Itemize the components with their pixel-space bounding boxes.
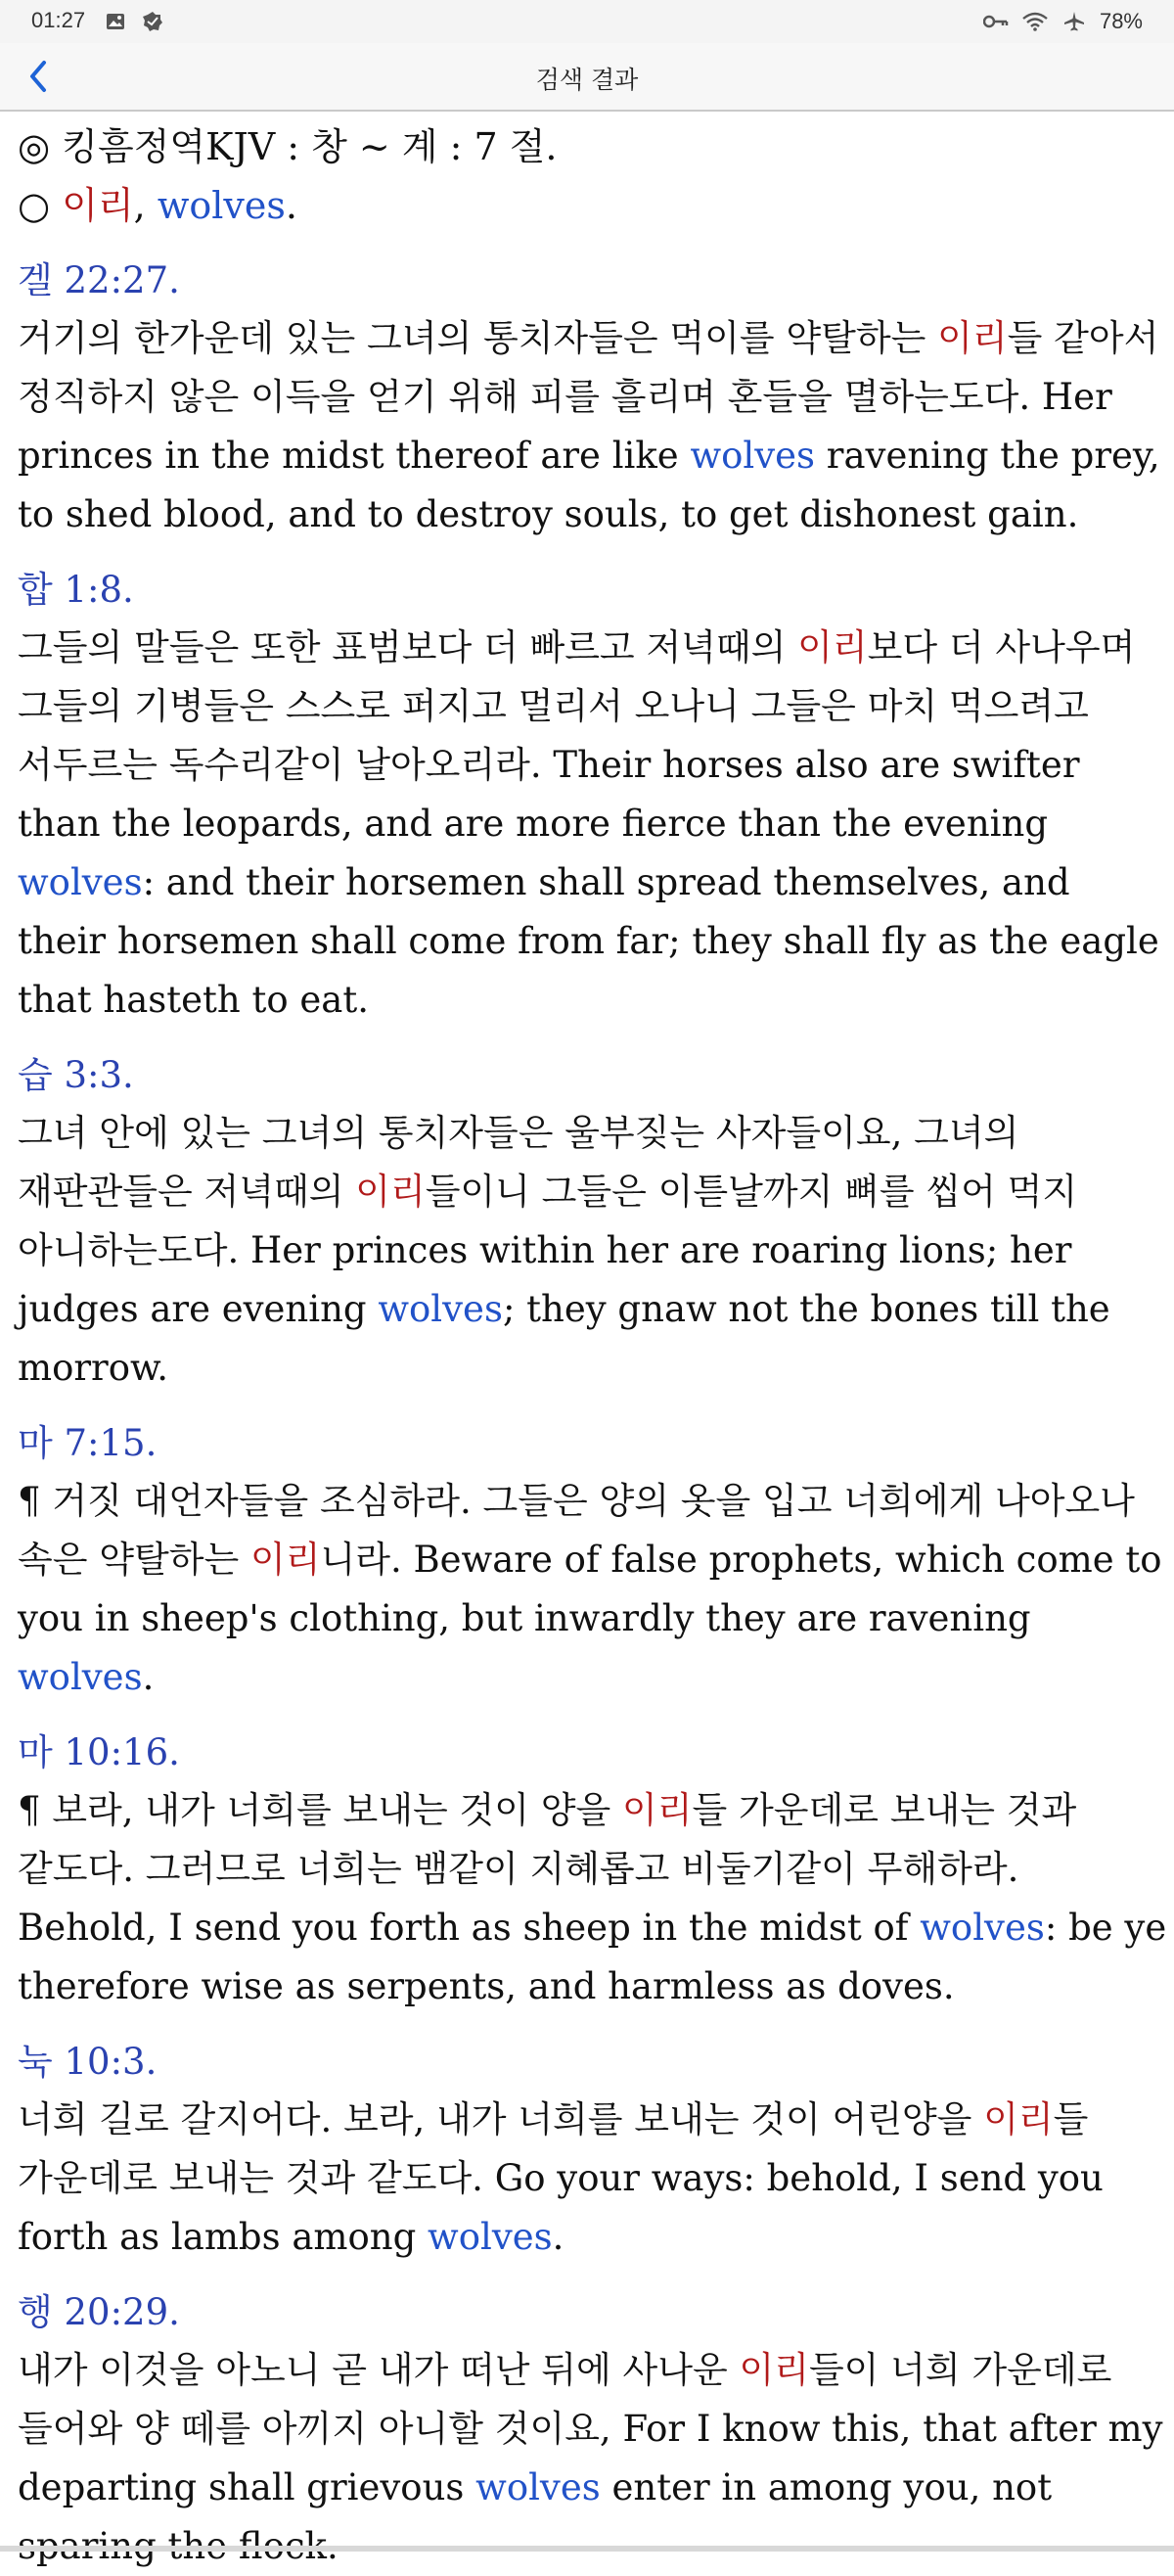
verse-reference-link[interactable]: 눅 10:3.	[18, 2041, 158, 2083]
search-terms-prefix: ○	[18, 184, 63, 227]
verse-text-segment: 너희 길로 갈지어다. 보라, 내가 너희를 보내는 것이 어린양을	[18, 2098, 984, 2140]
verse-reference-link[interactable]: 마 7:15.	[18, 1422, 158, 1464]
verse-reference-link[interactable]: 습 3:3.	[18, 1054, 134, 1096]
verse-text	[18, 1781, 1168, 2016]
verse-text-segment: ¶ 보라, 내가 너희를 보내는 것이 양을	[18, 1789, 623, 1831]
highlight-english: wolves	[18, 1656, 143, 1698]
search-scope-summary: ◎ 킹흠정역KJV : 창 ~ 계 : 7 절.	[18, 125, 558, 168]
verse-text-segment: 들이니 그들은 이튿날까지 뼈를 씹어 먹지 아니하는도다. Her princes within her are roaring lions; her judges are evening	[18, 1171, 1078, 1330]
highlight-english: wolves	[475, 2466, 601, 2508]
status-time: 01:27	[31, 8, 86, 32]
verse-text-segment: 보다 더 사나우며 그들의 기병들은 스스로 퍼지고 멀리서 오나니 그들은 마치 먹으려고 서두르는 독수리같이 날아오리라. Their horses also are swifter than the leopards, and are more fierce than the evening	[18, 626, 1136, 845]
battery-level: 78%	[1099, 9, 1143, 33]
search-terms-separator: ,	[133, 184, 158, 227]
verse-text-segment: 들 가운데로 보내는 것과 같도다. 그러므로 너희는 뱀같이 지혜롭고 비둘기같이 무해하라. Behold, I send you forth as sheep in the midst of	[18, 1789, 1077, 1949]
highlight-korean: 이리	[355, 1171, 426, 1213]
verse-text-segment: 니라. Beware of false prophets, which come to you in sheep's clothing, but inwardly they are ravening	[18, 1539, 1162, 1639]
status-left-icons	[102, 8, 166, 35]
highlight-korean: 이리	[249, 1539, 321, 1581]
verse-text	[18, 2341, 1168, 2576]
highlight-english: wolves	[18, 861, 143, 903]
highlight-english: wolves	[690, 435, 816, 477]
airplane-icon	[1061, 8, 1088, 35]
verse-text	[18, 309, 1168, 544]
highlight-english: wolves	[378, 1288, 503, 1330]
verse-text-segment: : and their horsemen shall spread themselves, and their horsemen shall come from far; they shall fly as the eagle that hasteth to eat.	[18, 861, 1159, 1021]
verse-text	[18, 2091, 1168, 2267]
verse-text-segment: ¶ 거짓 대언자들을 조심하라. 그들은 양의 옷을 입고 너희에게 나아오나 속은 약탈하는	[18, 1480, 1135, 1581]
gallery-icon	[102, 8, 129, 35]
search-terms-summary	[18, 176, 1168, 235]
verse-item[interactable]	[18, 2284, 1168, 2576]
verse-item[interactable]	[18, 2034, 1168, 2267]
verse-text	[18, 1472, 1168, 1707]
bottom-divider	[0, 2546, 1174, 2552]
verse-reference-link[interactable]: 겔 22:27.	[18, 259, 180, 301]
key-icon	[982, 8, 1010, 35]
app-header	[0, 43, 1174, 112]
verse-text-segment: 그녀 안에 있는 그녀의 통치자들은 울부짖는 사자들이요, 그녀의 재판관들은 저녁때의	[18, 1112, 1019, 1213]
highlight-english: wolves	[428, 2216, 553, 2258]
highlight-english: wolves	[920, 1907, 1045, 1949]
verse-text-segment: 내가 이것을 아노니 곧 내가 떠난 뒤에 사나운	[18, 2349, 740, 2391]
verse-item[interactable]	[18, 1725, 1168, 2016]
verse-text-segment: 그들의 말들은 또한 표범보다 더 빠르고 저녁때의	[18, 626, 798, 668]
verse-list	[18, 253, 1168, 2576]
verse-item[interactable]	[18, 1047, 1168, 1398]
highlight-korean: 이리	[797, 626, 868, 668]
verse-text-segment: .	[552, 2216, 564, 2258]
wifi-icon	[1021, 8, 1049, 35]
verse-reference-link[interactable]: 행 20:29.	[18, 2291, 180, 2333]
verse-text	[18, 1104, 1168, 1398]
highlight-korean: 이리	[937, 317, 1008, 359]
verse-text	[18, 619, 1168, 1030]
verse-reference-link[interactable]: 합 1:8.	[18, 569, 134, 611]
verse-text-segment: enter in among you, not	[611, 2466, 1053, 2508]
verse-item[interactable]	[18, 1415, 1168, 1707]
verse-text-segment: ; they gnaw not the bones till the morrow.	[18, 1288, 1110, 1389]
verse-text-segment: ravening the prey, to shed blood, and to destroy souls, to get dishonest gain.	[18, 435, 1160, 535]
status-right	[982, 8, 1143, 35]
highlight-korean: 이리	[983, 2098, 1054, 2140]
verse-item[interactable]	[18, 253, 1168, 544]
verse-text-segment: 들 가운데로 보내는 것과 같도다. Go your ways: behold, I send you forth as lambs among	[18, 2098, 1104, 2258]
highlight-korean: 이리	[622, 1789, 693, 1831]
verse-text-segment: .	[142, 1656, 155, 1698]
search-results	[18, 117, 1168, 2576]
highlight-korean: 이리	[739, 2349, 809, 2391]
verse-text-segment: 거기의 한가운데 있는 그녀의 통치자들은 먹이를 약탈하는	[18, 317, 938, 359]
search-term-english: wolves	[157, 184, 286, 227]
search-term-korean: 이리	[62, 184, 134, 227]
verse-text-segment: 들이 너희 가운데로 들어와 양 떼를 아끼지 아니할 것이요, For I know this, that after my departing shall grievous	[18, 2349, 1163, 2508]
page-title: 검색 결과	[535, 66, 639, 94]
search-terms-suffix: .	[285, 184, 297, 227]
status-bar	[0, 0, 1174, 43]
check-badge-icon	[139, 8, 166, 35]
verse-text-segment: : be ye therefore wise as serpents, and harmless as doves.	[18, 1907, 1167, 2007]
verse-text-segment: 들 같아서 정직하지 않은 이득을 얻기 위해 피를 흘리며 혼들을 멸하는도다. Her princes in the midst thereof are like	[18, 317, 1159, 477]
verse-item[interactable]	[18, 562, 1168, 1030]
verse-reference-link[interactable]: 마 10:16.	[18, 1731, 180, 1773]
